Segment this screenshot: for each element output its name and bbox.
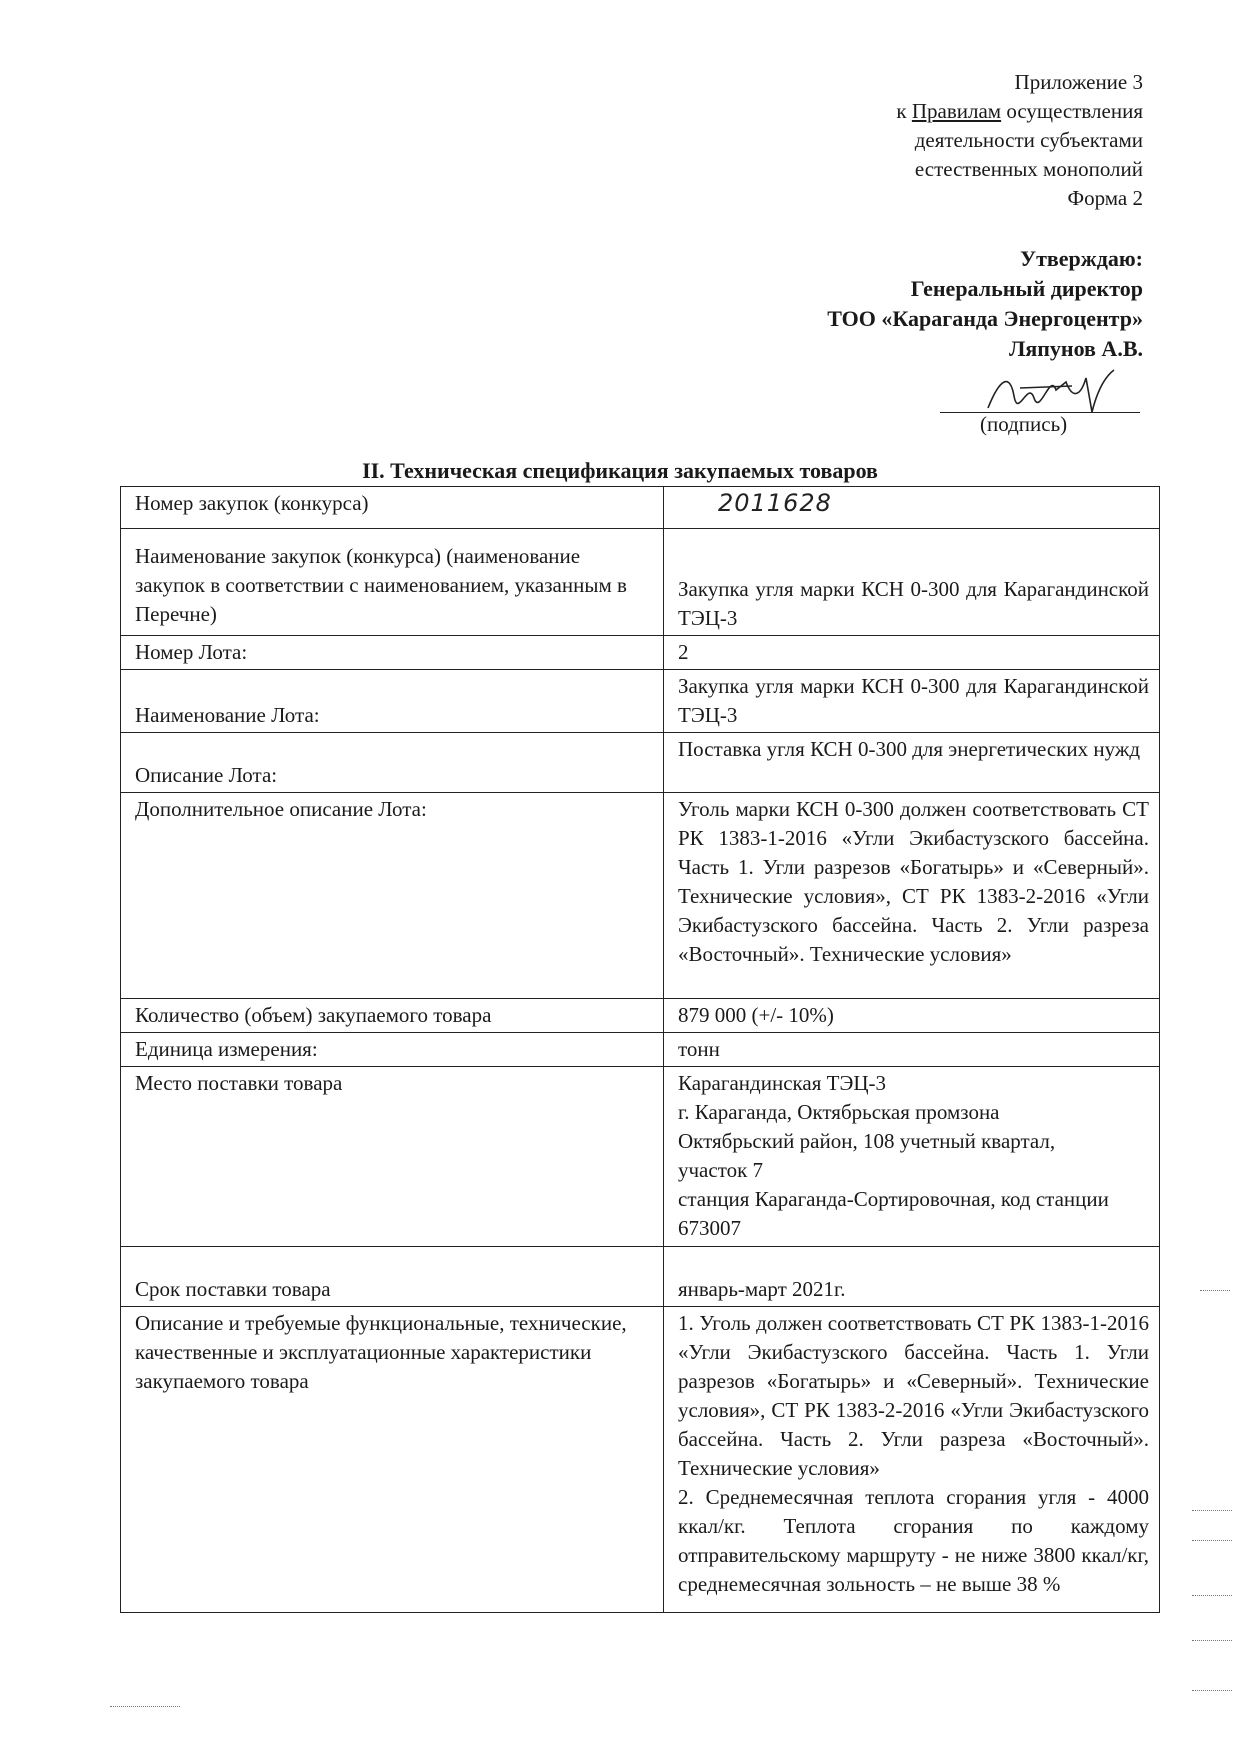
table-row [121,636,1160,670]
table-row [121,1067,1160,1247]
characteristic-paragraph: 1. Уголь должен соответствовать СТ РК 1383-1-2016 «Угли Экибастузского бассейна. Часть 1. Угли разрезов «Богатырь» и «Северный». Технические условия», СТ РК 1383-2-2016 «Угли Экибастузского бассейна. Часть 2. Угли разреза «Восточный». Технические условия» [678,1311,1149,1480]
row-label: Номер закупок (конкурса) [121,487,664,529]
table-row [121,670,1160,733]
delivery-place-line: Октябрьский район, 108 учетный квартал, [678,1129,1056,1153]
table-row [121,1033,1160,1067]
row-value: Уголь марки КСН 0-300 должен соответствовать СТ РК 1383-1-2016 «Угли Экибастузского бассейна. Часть 1. Угли разрезов «Богатырь» и «Северный». Технические условия», СТ РК 1383-2-2016 «Угли Экибастузского бассейна. Часть 2. Угли разреза «Восточный». Технические условия» [664,793,1160,999]
table-row [121,999,1160,1033]
appendix-rules-line: к Правилам осуществления [896,99,1143,123]
signature-area [940,368,1140,438]
row-value: тонн [664,1033,1160,1067]
row-value [664,1067,1160,1247]
row-value: 2 [664,636,1160,670]
row-label: Описание Лота: [121,733,664,793]
table-row [121,487,1160,529]
specification-table [120,486,1160,1613]
row-label: Наименование закупок (конкурса) (наименование закупок в соответствии с наименованием, указанным в Перечне) [121,529,664,636]
appendix-line3: деятельности субъектами [914,128,1143,152]
characteristic-paragraph: 2. Среднемесячная теплота сгорания угля - 4000 ккал/кг. Теплота сгорания по каждому отправительскому маршруту - не ниже 3800 ккал/кг, среднемесячная зольность – не выше 38 % [678,1485,1149,1596]
row-value: Закупка угля марки КСН 0-300 для Карагандинской ТЭЦ-3 [664,529,1160,636]
row-label: Количество (объем) закупаемого товара [121,999,664,1033]
approval-heading: Утверждаю: [1019,246,1143,271]
delivery-place-line: Карагандинская ТЭЦ-3 [678,1071,886,1095]
row-label: Место поставки товара [121,1067,664,1247]
row-value: Поставка угля КСН 0-300 для энергетических нужд [664,733,1160,793]
row-value: январь-март 2021г. [664,1247,1160,1307]
form-number: Форма 2 [1067,186,1143,210]
approval-block [827,244,1143,364]
delivery-place-line: станция Караганда-Сортировочная, код станции 673007 [678,1187,1109,1240]
table-row [121,529,1160,636]
company-name: ТОО «Караганда Энергоцентр» [827,306,1143,331]
signature-caption: (подпись) [980,412,1068,436]
table-row [121,733,1160,793]
delivery-place-line: участок 7 [678,1158,764,1182]
row-label: Дополнительное описание Лота: [121,793,664,999]
table-row [121,1307,1160,1613]
table-row [121,1247,1160,1307]
approver-name: Ляпунов А.В. [1008,336,1143,361]
row-value: 879 000 (+/- 10%) [664,999,1160,1033]
appendix-number: Приложение 3 [1014,70,1143,94]
table-row [121,793,1160,999]
row-value: Закупка угля марки КСН 0-300 для Карагандинской ТЭЦ-3 [664,670,1160,733]
handwritten-purchase-number: 2011628 [718,489,832,517]
rules-link[interactable]: Правилам [911,99,1002,123]
row-label: Номер Лота: [121,636,664,670]
handwritten-signature [980,368,1120,418]
row-label: Наименование Лота: [121,670,664,733]
approver-position: Генеральный директор [910,276,1143,301]
row-value [664,1307,1160,1613]
delivery-place-line: г. Караганда, Октябрьская промзона [678,1100,1000,1124]
row-label: Срок поставки товара [121,1247,664,1307]
row-label: Описание и требуемые функциональные, технические, качественные и эксплуатационные характеристики закупаемого товара [121,1307,664,1613]
row-label: Единица измерения: [121,1033,664,1067]
row-value [664,487,1160,529]
section-title: II. Техническая спецификация закупаемых товаров [362,458,878,483]
appendix-line4: естественных монополий [914,157,1143,181]
appendix-header [896,68,1143,213]
